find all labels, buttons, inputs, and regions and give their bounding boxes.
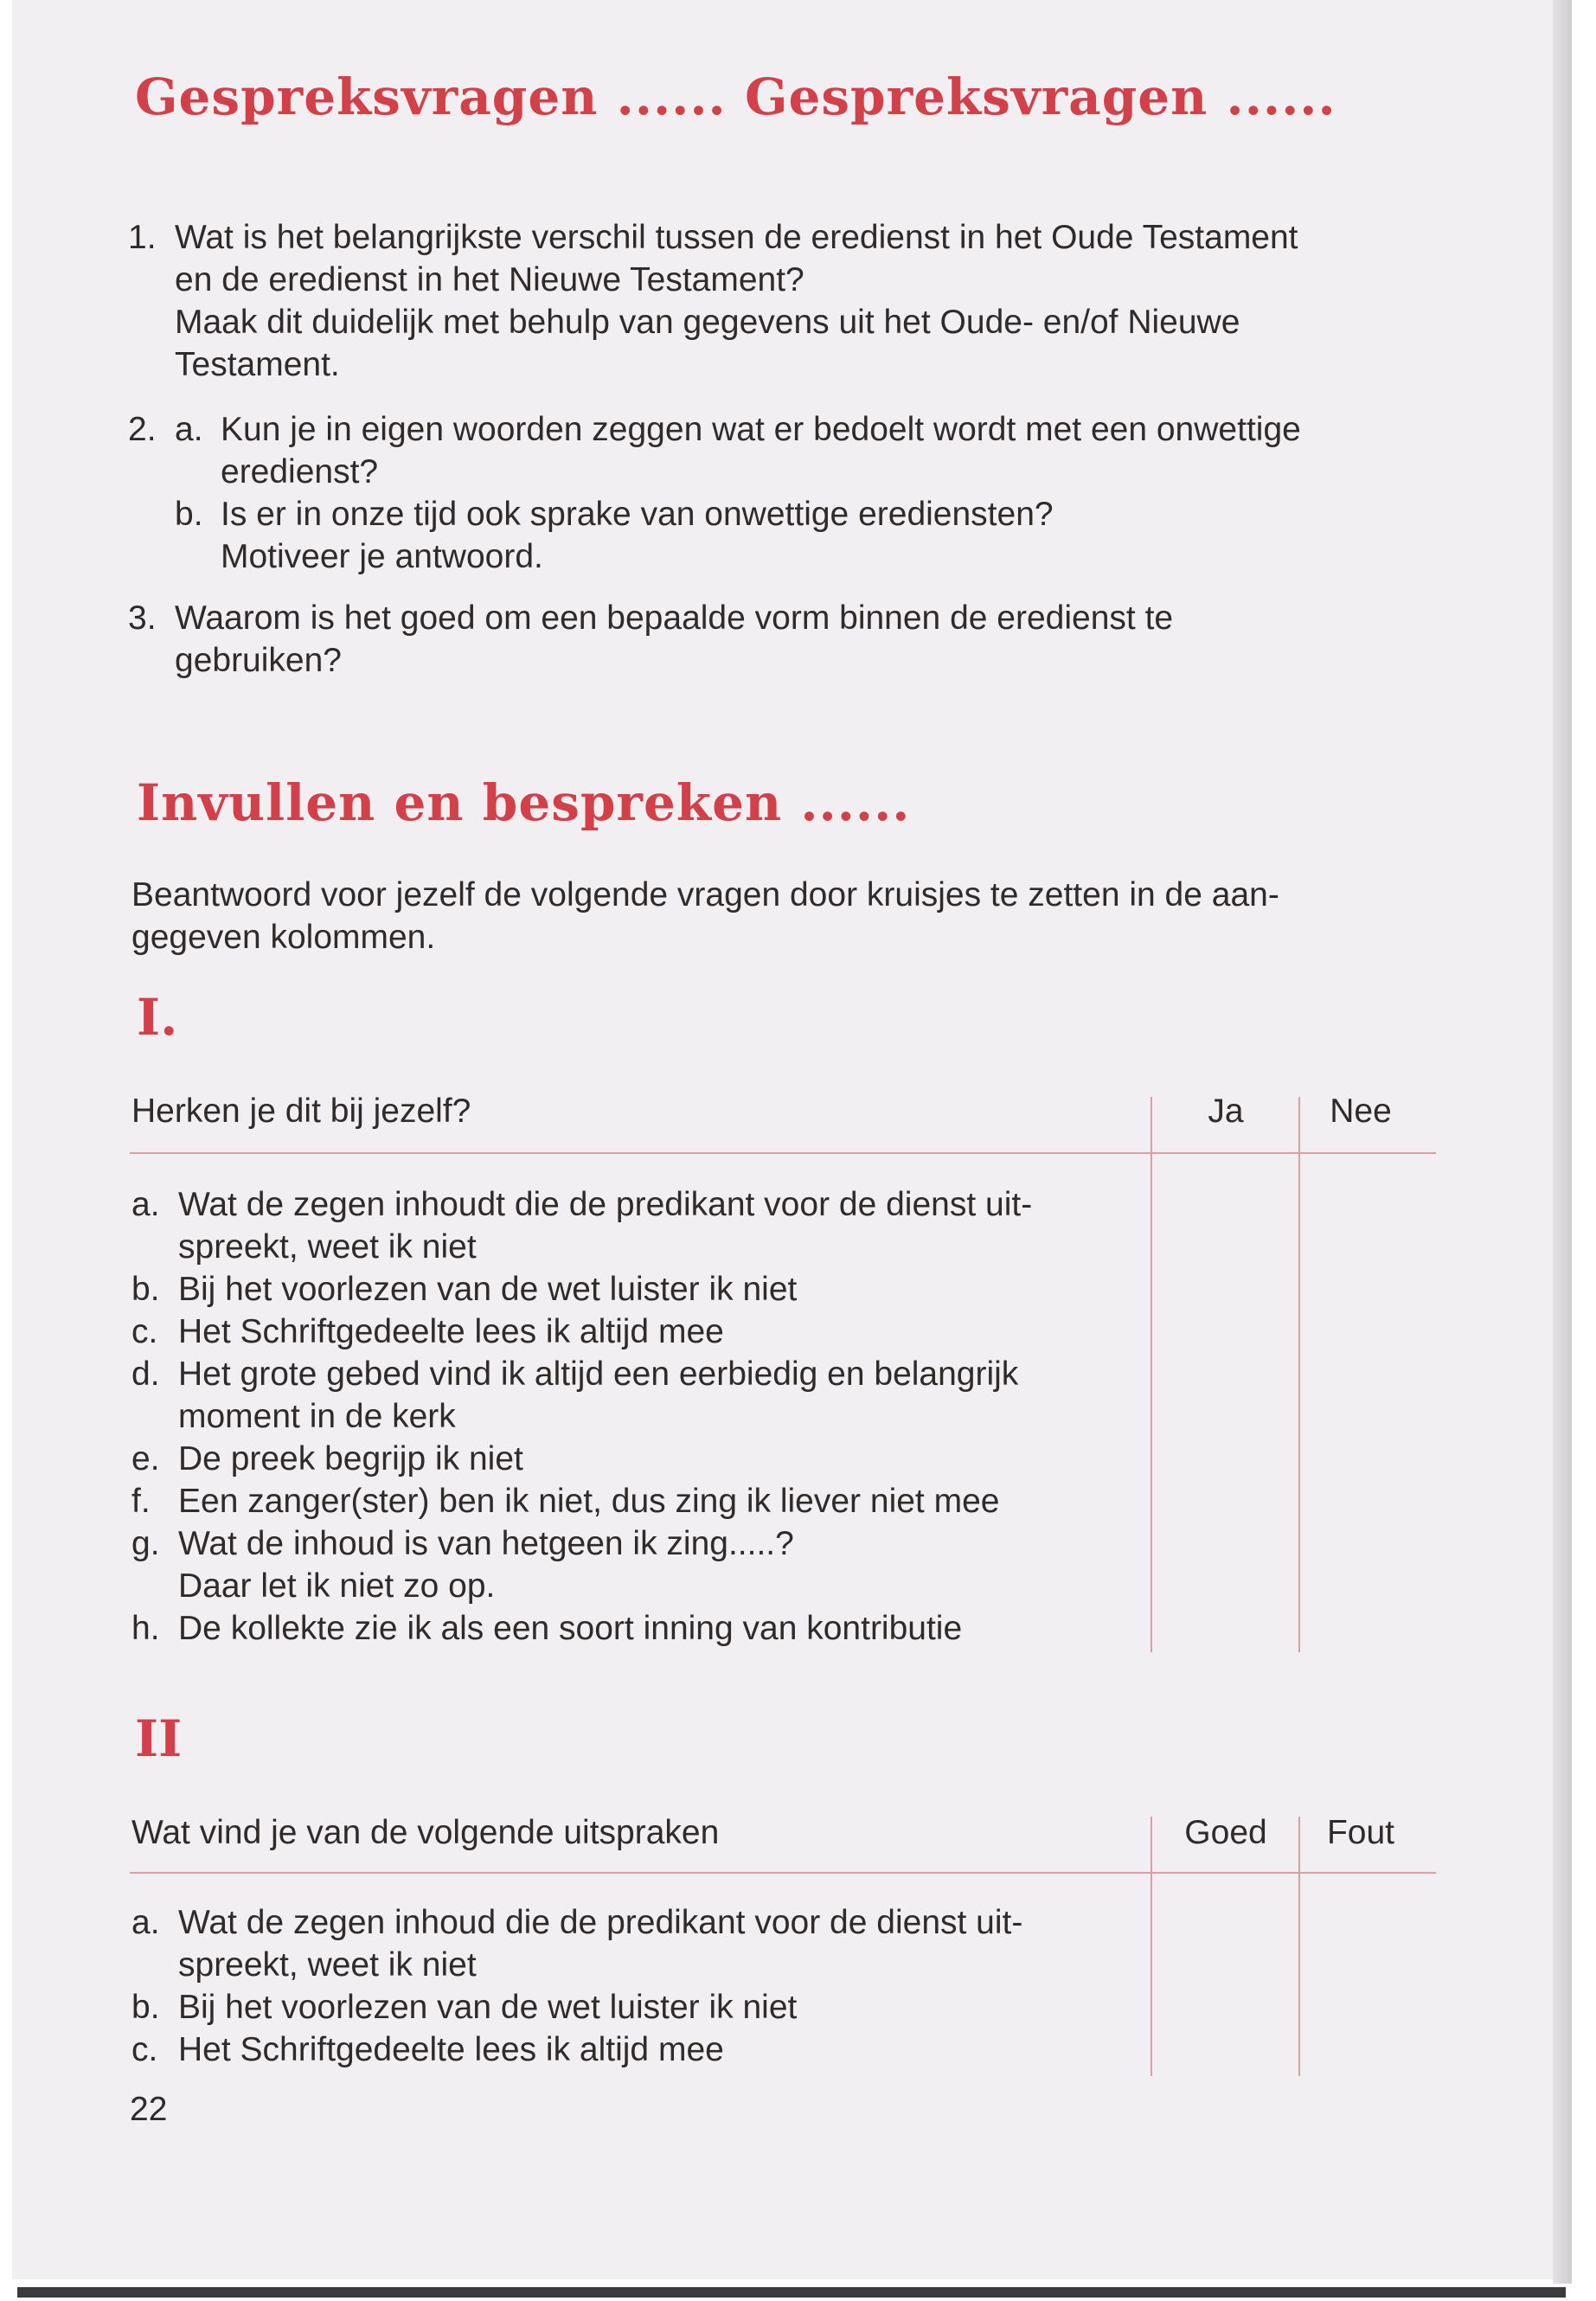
row-line: Een zanger(ster) ben ik niet, dus zing ik liever niet mee [178, 1483, 1000, 1520]
instruction-line: gegeven kolommen. [131, 919, 436, 956]
row-line: Wat de zegen inhoud die de predikant voor de dienst uit- [178, 1904, 1023, 1941]
table-1-row-g-letter[interactable]: g. [131, 1525, 160, 1562]
table-1-row-g[interactable] [178, 1522, 794, 1607]
row-line: Het Schriftgedeelte lees ik altijd mee [178, 1313, 724, 1350]
column-fout-header: Fout [1326, 1814, 1395, 1851]
table-2-row-c-letter[interactable]: c. [131, 2031, 158, 2068]
table-1-row-b[interactable] [178, 1268, 797, 1311]
question-1-number: 1. [128, 219, 157, 256]
question-line: Kun je in eigen woorden zeggen wat er bedoelt wordt met een onwettige [221, 411, 1301, 448]
instruction-line: Beantwoord voor jezelf de volgende vragen door kruisjes te zetten in de aan- [131, 876, 1279, 913]
question-3-text [175, 597, 1173, 682]
question-line: gebruiken? [175, 642, 342, 679]
table-2-numeral: II [135, 1709, 183, 1768]
table-1-row-f-letter[interactable]: f. [131, 1483, 151, 1520]
row-line: Daar let ik niet zo op. [178, 1567, 496, 1605]
table-1-row-c-letter[interactable]: c. [131, 1313, 158, 1350]
table-2-row-a[interactable] [178, 1901, 1022, 1986]
table-1-header: Herken je dit bij jezelf? [131, 1093, 471, 1130]
section-title-invullen: Invullen en bespreken ...... [137, 773, 911, 832]
table-1-header-rule [130, 1152, 1436, 1154]
row-line: Het Schriftgedeelte lees ik altijd mee [178, 2031, 724, 2068]
column-ja-header: Ja [1208, 1093, 1244, 1130]
row-line: De kollekte zie ik als een soort inning van kontributie [178, 1610, 963, 1647]
table-1-divider-nee [1298, 1097, 1300, 1652]
question-line: Waarom is het goed om een bepaalde vorm binnen de eredienst te [175, 599, 1174, 637]
section-title-gespreksvragen: Gespreksvragen ...... Gespreksvragen ...... [135, 67, 1336, 126]
row-line: Wat de inhoud is van hetgeen ik zing.....? [178, 1525, 794, 1562]
table-1-row-h-letter[interactable]: h. [131, 1610, 160, 1647]
question-3-number: 3. [128, 599, 157, 637]
table-2-divider-goed [1151, 1817, 1152, 2076]
table-2-row-a-letter[interactable]: a. [131, 1904, 160, 1941]
table-1-row-f[interactable] [178, 1480, 999, 1522]
table-1-row-d[interactable] [178, 1353, 1018, 1438]
row-line: Bij het voorlezen van de wet luister ik niet [178, 1271, 798, 1308]
table-2-row-b[interactable] [178, 1986, 797, 2029]
page-edge-shadow [1553, 0, 1572, 2284]
table-1-row-h[interactable] [178, 1607, 962, 1650]
table-1-row-e-letter[interactable]: e. [131, 1440, 160, 1477]
table-1-row-a-letter[interactable]: a. [131, 1186, 160, 1223]
question-line: en de eredienst in het Nieuwe Testament? [175, 261, 804, 298]
question-2a-text [221, 408, 1301, 493]
instructions [131, 874, 1429, 958]
question-line: eredienst? [221, 453, 379, 490]
table-2-divider-fout [1298, 1817, 1300, 2076]
row-line: Bij het voorlezen van de wet luister ik niet [178, 1989, 798, 2026]
question-line: Is er in onze tijd ook sprake van onwettige erediensten? [221, 496, 1054, 533]
table-1-row-b-letter[interactable]: b. [131, 1271, 160, 1308]
question-2-number: 2. [128, 411, 157, 448]
table-1-numeral: I. [137, 988, 178, 1047]
row-line: spreekt, weet ik niet [178, 1228, 477, 1266]
table-2-header-rule [130, 1872, 1436, 1874]
table-2-row-c[interactable] [178, 2029, 724, 2071]
row-line: moment in de kerk [178, 1398, 456, 1435]
question-line: Testament. [175, 346, 340, 383]
page-number: 22 [130, 2091, 168, 2128]
table-1-divider-ja [1151, 1097, 1152, 1652]
question-line: Maak dit duidelijk met behulp van gegevens uit het Oude- en/of Nieuwe [175, 304, 1240, 341]
table-2-header: Wat vind je van de volgende uitspraken [131, 1814, 720, 1851]
table-1-row-a[interactable] [178, 1183, 1032, 1268]
question-line: Wat is het belangrijkste verschil tussen de eredienst in het Oude Testament [175, 219, 1298, 256]
question-line: Motiveer je antwoord. [221, 538, 543, 575]
column-goed-header: Goed [1184, 1814, 1267, 1851]
column-nee-header: Nee [1330, 1093, 1392, 1130]
question-2b-letter: b. [175, 496, 203, 533]
question-1-text [175, 216, 1298, 386]
question-2b-text [221, 493, 1054, 578]
table-1-row-c[interactable] [178, 1311, 724, 1353]
row-line: De preek begrijp ik niet [178, 1440, 523, 1477]
row-line: spreekt, weet ik niet [178, 1946, 477, 1984]
question-2a-letter: a. [175, 411, 203, 448]
scan-bottom-edge [17, 2287, 1566, 2298]
table-1-row-e[interactable] [178, 1438, 523, 1480]
row-line: Het grote gebed vind ik altijd een eerbiedig en belangrijk [178, 1356, 1019, 1393]
table-2-row-b-letter[interactable]: b. [131, 1989, 160, 2026]
table-1-row-d-letter[interactable]: d. [131, 1356, 160, 1393]
row-line: Wat de zegen inhoudt die de predikant voor de dienst uit- [178, 1186, 1033, 1223]
